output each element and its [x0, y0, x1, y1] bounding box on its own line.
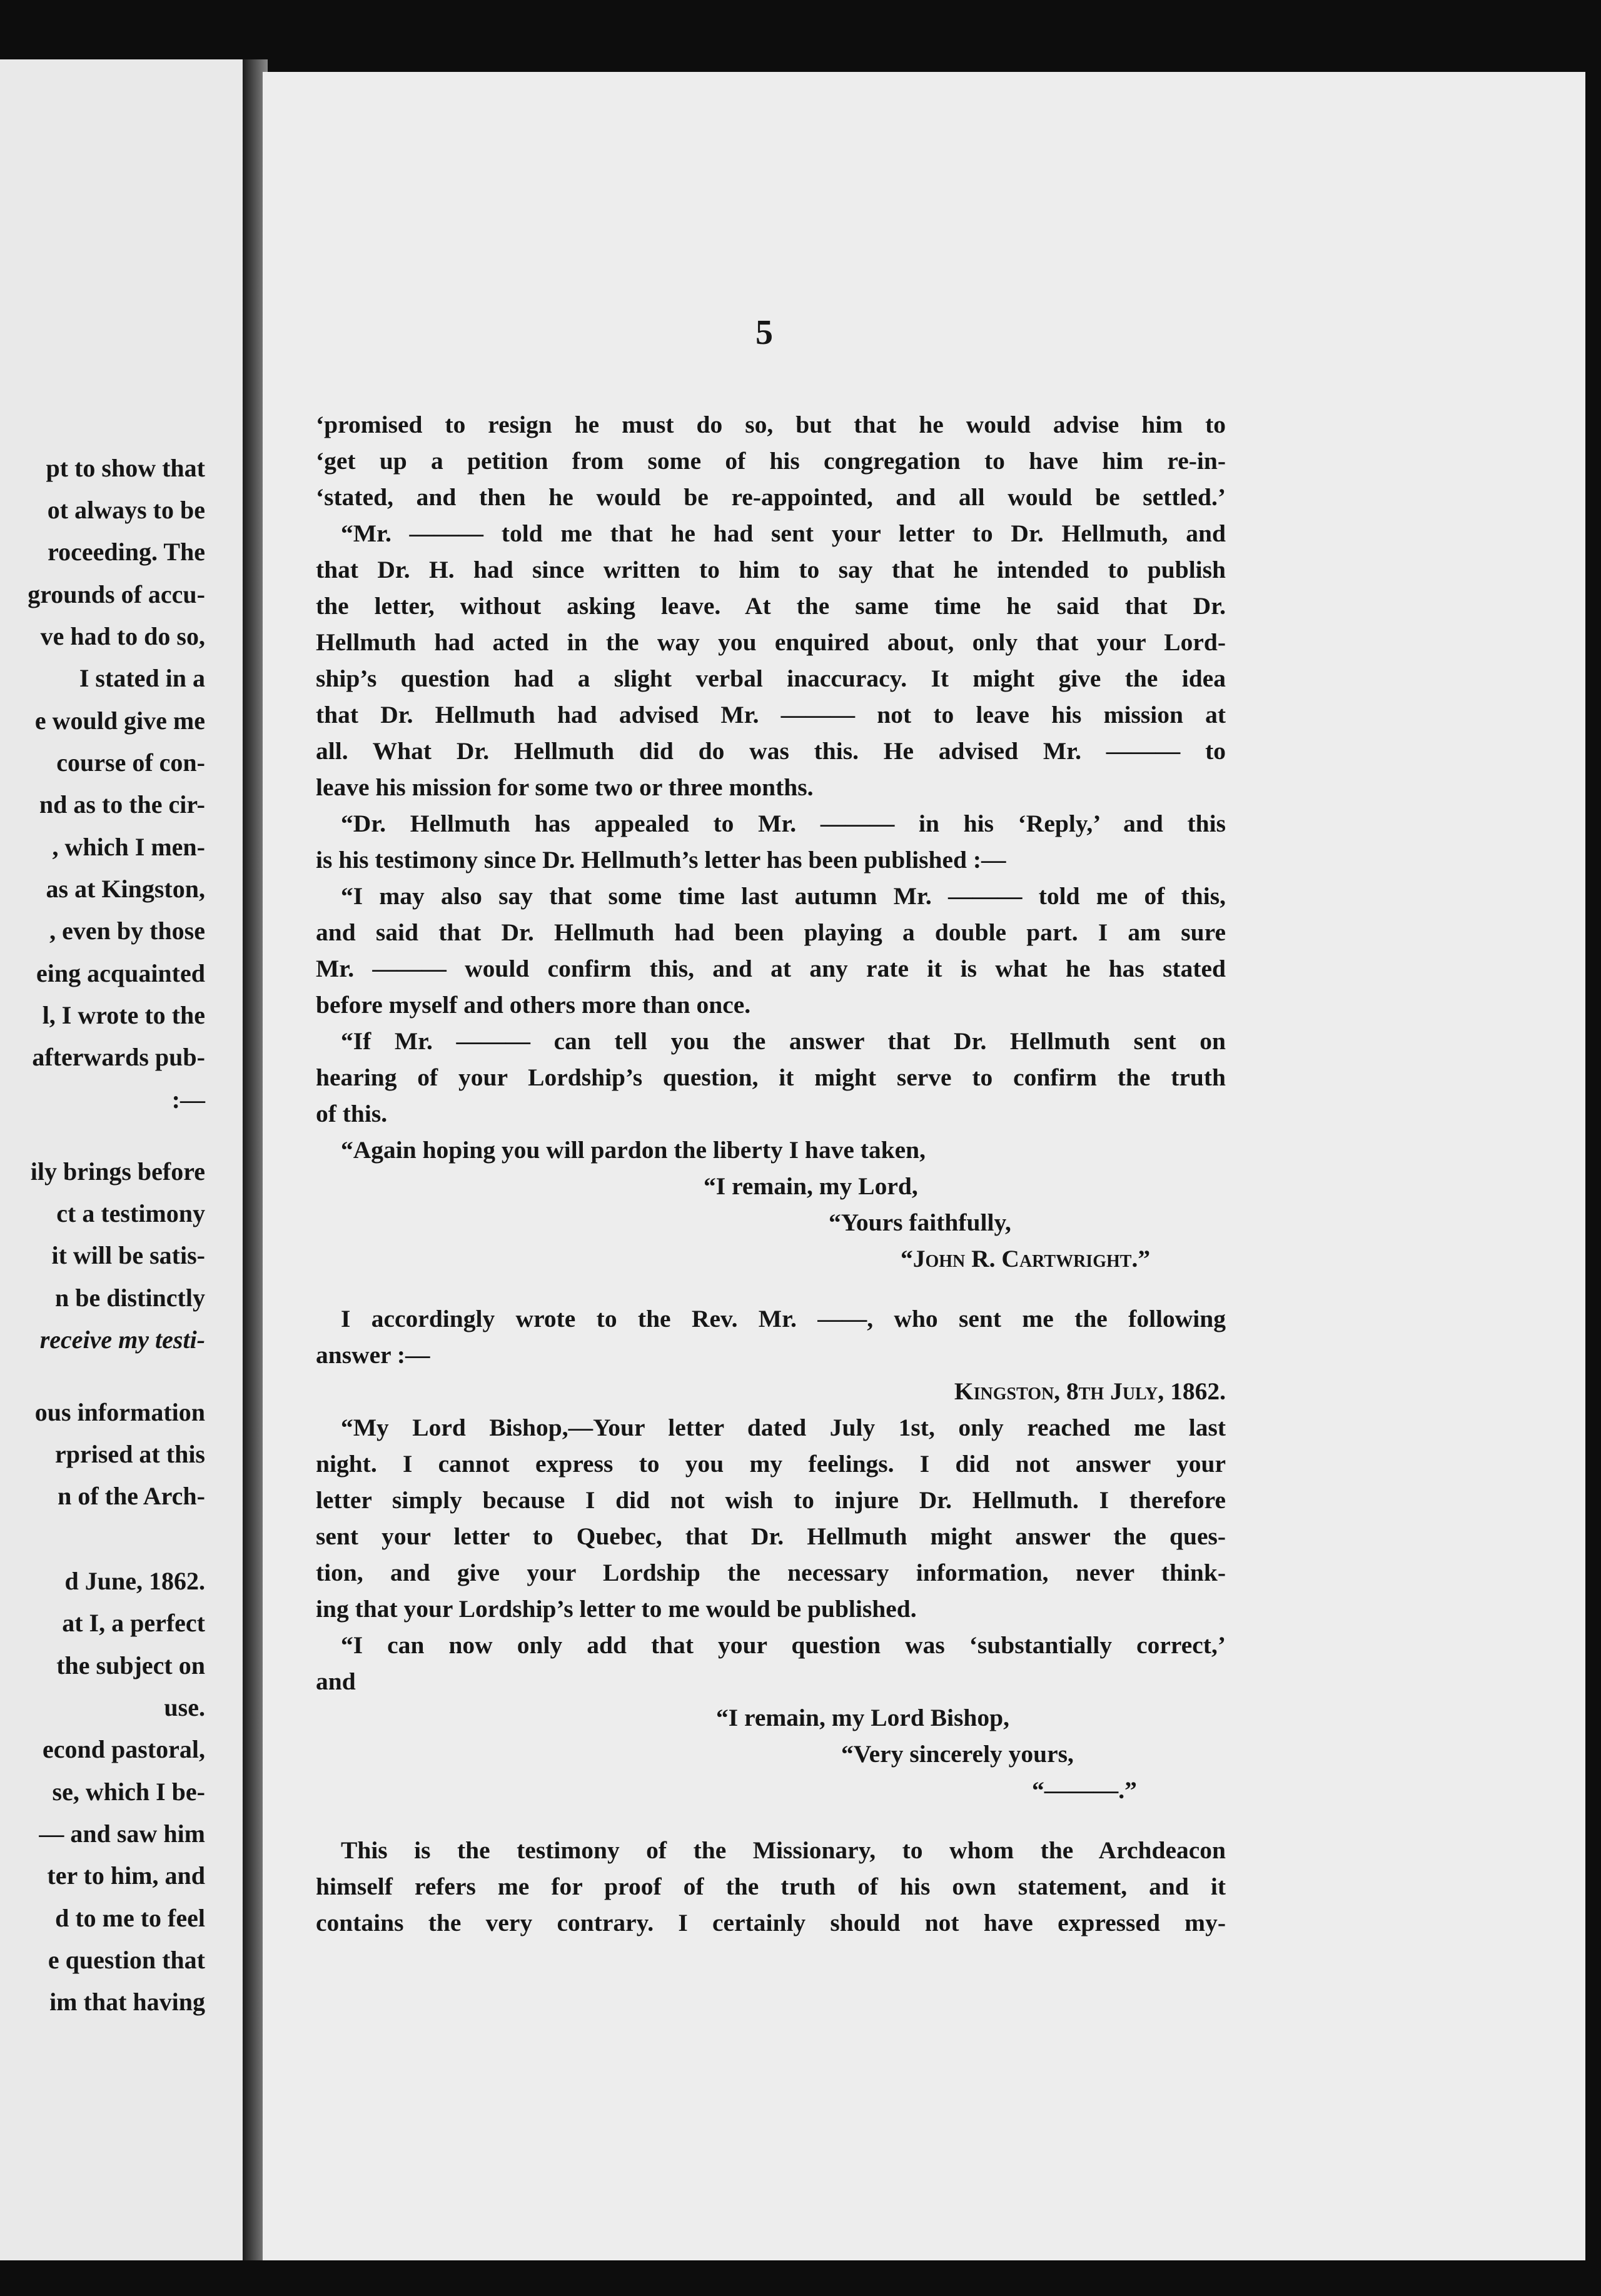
body-line: “My Lord Bishop,—Your letter dated July 1st, only reached me last [341, 1414, 1226, 1441]
left-line: as at Kingston, [46, 875, 205, 903]
left-line: l, I wrote to the [42, 1001, 205, 1029]
body-line: leave his mission for some two or three months. [316, 773, 814, 801]
body-line: himself refers me for proof of the truth of his own statement, and it [316, 1873, 1226, 1900]
left-line: :— [171, 1085, 205, 1114]
body-line: letter simply because I did not wish to injure Dr. Hellmuth. I therefore [316, 1486, 1226, 1514]
left-line: d to me to feel [55, 1904, 205, 1932]
left-line: e would give me [34, 707, 205, 735]
body-line: of this. [316, 1100, 388, 1127]
left-line: e question that [48, 1946, 205, 1974]
left-line: — and saw him [39, 1820, 205, 1848]
dateline: Kingston, 8th July, 1862. [954, 1377, 1226, 1405]
left-line: se, which I be- [52, 1778, 205, 1806]
body-line: answer :— [316, 1341, 430, 1369]
body-line: Mr. ——— would confirm this, and at any rate it is what he has stated [316, 955, 1226, 982]
body-line: contains the very contrary. I certainly should not have expressed my- [316, 1909, 1226, 1936]
body-line: ‘stated, and then he would be re-appointed, and all would be settled.’ [316, 483, 1226, 511]
left-line: it will be satis- [51, 1241, 205, 1269]
body-line: night. I cannot express to you my feelings. I did not answer your [316, 1450, 1226, 1478]
body-line: ship’s question had a slight verbal inaccuracy. It might give the idea [316, 665, 1226, 692]
left-line: roceeding. The [48, 538, 205, 566]
body-line: ‘get up a petition from some of his congregation to have him re-in- [316, 447, 1226, 475]
page-number: 5 [755, 313, 773, 352]
left-line: rprised at this [55, 1440, 205, 1468]
left-line: ve had to do so, [40, 622, 205, 650]
left-line: , which I men- [52, 833, 205, 861]
paragraph-gap [316, 1277, 1226, 1301]
left-line: pt to show that [46, 454, 205, 482]
body-line: I accordingly wrote to the Rev. Mr. ——, who sent me the following [341, 1305, 1226, 1332]
left-line: d June, 1862. [64, 1567, 205, 1595]
left-line: I stated in a [79, 664, 205, 692]
body-line: before myself and others more than once. [316, 991, 751, 1019]
left-line: course of con- [56, 748, 205, 777]
left-line: grounds of accu- [28, 580, 205, 608]
left-line: , even by those [49, 917, 205, 945]
body-line: is his testimony since Dr. Hellmuth’s letter has been published :— [316, 846, 1006, 874]
left-line: ot always to be [47, 496, 205, 524]
body-line: “Again hoping you will pardon the liberty I have taken, [341, 1136, 926, 1164]
left-line: at I, a perfect [62, 1609, 205, 1637]
left-line: afterwards pub- [32, 1043, 205, 1071]
signature-line: “———.” [1032, 1776, 1137, 1804]
left-line: ct a testimony [56, 1199, 205, 1227]
closing-line: “Yours faithfully, [829, 1209, 1011, 1236]
body-line: “I may also say that some time last autumn Mr. ——— told me of this, [341, 882, 1226, 910]
body-line: sent your letter to Quebec, that Dr. Hellmuth might answer the ques- [316, 1523, 1226, 1550]
paragraph-gap [316, 1808, 1226, 1832]
left-line: ily brings before [30, 1157, 205, 1186]
body-line: hearing of your Lordship’s question, it might serve to confirm the truth [316, 1064, 1226, 1091]
closing-line: “Very sincerely yours, [841, 1740, 1074, 1768]
body-line: all. What Dr. Hellmuth did do was this. He advised Mr. ——— to [316, 737, 1226, 765]
left-line: receive my testi- [39, 1326, 205, 1354]
body-line: “I can now only add that your question was ‘substantially correct,’ [341, 1631, 1226, 1659]
body-line: that Dr. Hellmuth had advised Mr. ——— not to leave his mission at [316, 701, 1226, 728]
page-body [316, 406, 1226, 1941]
left-line: ter to him, and [47, 1861, 205, 1890]
body-line: Hellmuth had acted in the way you enquired about, only that your Lord- [316, 628, 1226, 656]
left-line: ous information [34, 1398, 205, 1426]
facing-page [0, 59, 246, 2260]
body-line: “Mr. ——— told me that he had sent your letter to Dr. Hellmuth, and [341, 520, 1226, 547]
body-line: “If Mr. ——— can tell you the answer that Dr. Hellmuth sent on [341, 1027, 1226, 1055]
body-line: tion, and give your Lordship the necessary information, never think- [316, 1559, 1226, 1586]
left-line: econd pastoral, [43, 1735, 205, 1763]
body-line: This is the testimony of the Missionary, to whom the Archdeacon [341, 1836, 1226, 1864]
closing-line: “I remain, my Lord Bishop, [716, 1704, 1009, 1731]
body-line: and said that Dr. Hellmuth had been playing a double part. I am sure [316, 919, 1226, 946]
body-line: the letter, without asking leave. At the same time he said that Dr. [316, 592, 1226, 620]
body-line: and [316, 1668, 356, 1695]
left-line: use. [164, 1693, 205, 1721]
body-line: ing that your Lordship’s letter to me would be published. [316, 1595, 917, 1623]
signature-line: “John R. Cartwright.” [901, 1245, 1151, 1272]
left-line: n be distinctly [54, 1284, 205, 1312]
body-line: “Dr. Hellmuth has appealed to Mr. ——— in his ‘Reply,’ and this [341, 810, 1226, 837]
body-line: ‘promised to resign he must do so, but that he would advise him to [316, 411, 1226, 438]
left-line: nd as to the cir- [39, 790, 205, 818]
body-line: that Dr. H. had since written to him to say that he intended to publish [316, 556, 1226, 583]
left-line: im that having [49, 1988, 205, 2016]
closing-line: “I remain, my Lord, [704, 1172, 918, 1200]
left-line: n of the Arch- [58, 1482, 205, 1510]
left-line: eing acquainted [36, 959, 205, 987]
left-line: the subject on [56, 1651, 205, 1679]
